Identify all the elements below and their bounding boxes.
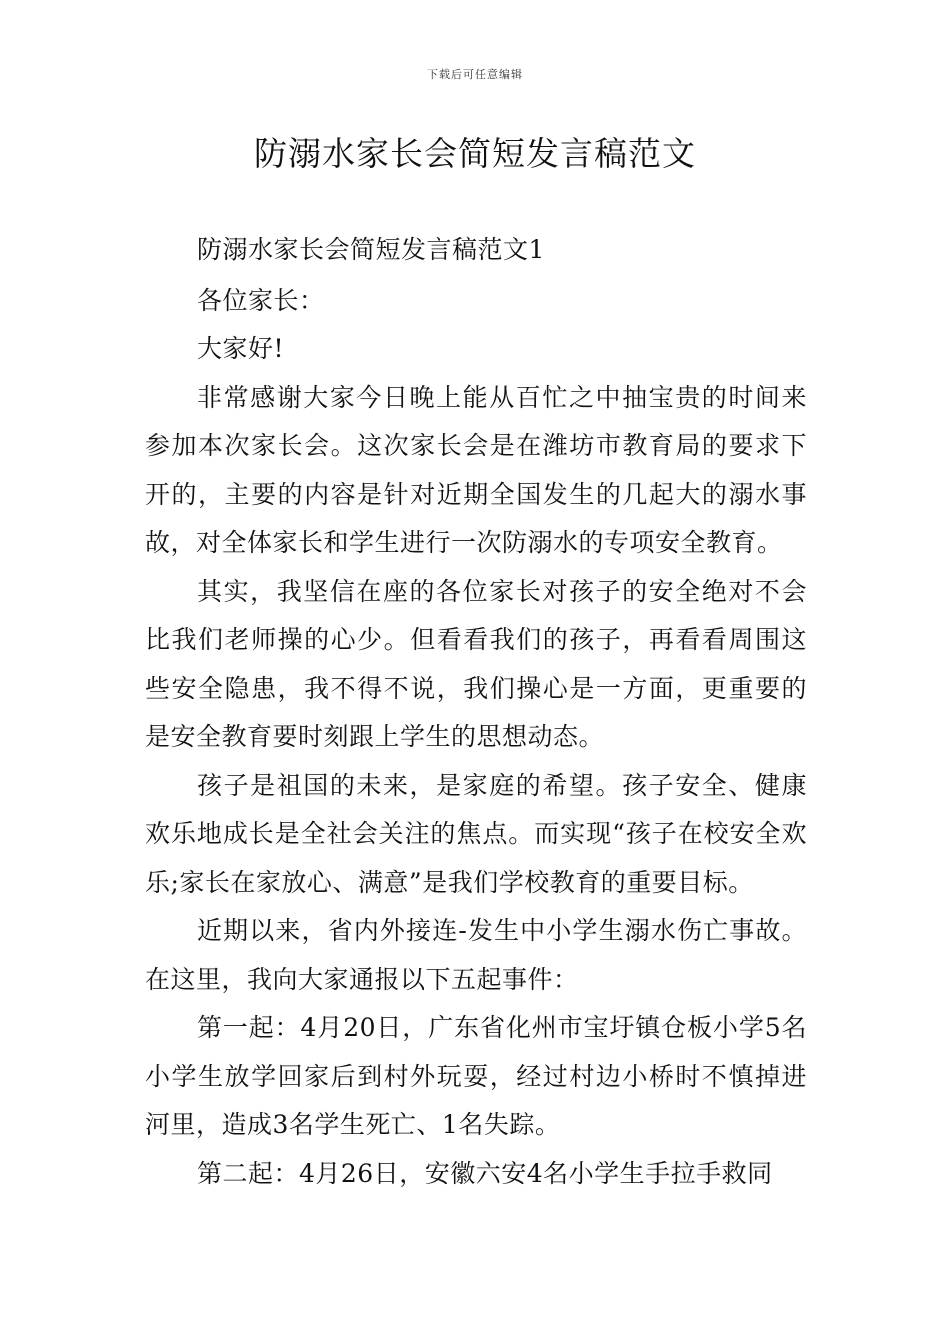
salutation: 各位家长： (197, 285, 325, 315)
header-note: 下载后可任意编辑 (427, 68, 523, 81)
paragraph-incident-2: 第二起：4月26日，安徽六安4名小学生手拉手救同 (197, 1158, 773, 1188)
greeting: 大家好! (197, 334, 285, 363)
paragraph-belief: 其实，我坚信在座的各位家长对孩子的安全绝对不会比我们老师操的心少。但看看我们的孩子，再看看周围这些安全隐患，我不得不说，我们操心是一方面，更重要的是安全教育要时刻跟上学生的思想动态。 (145, 576, 807, 751)
paragraph-future: 孩子是祖国的未来，是家庭的希望。孩子安全、健康欢乐地成长是全社会关注的焦点。而实现“孩子在校安全欢乐;家长在家放心、满意”是我们学校教育的重要目标。 (145, 770, 807, 897)
document-body (145, 226, 807, 1198)
section-subtitle: 防溺水家长会简短发言稿范文1 (197, 235, 545, 264)
document-title: 防溺水家长会简短发言稿范文 (254, 134, 696, 173)
paragraph-intro: 非常感谢大家今日晚上能从百忙之中抽宝贵的时间来参加本次家长会。这次家长会是在潍坊市教育局的要求下开的，主要的内容是针对近期全国发生的几起大的溺水事故，对全体家长和学生进行一次防溺水的专项安全教育。 (145, 382, 807, 557)
paragraph-recent-accidents: 近期以来，省内外接连-发生中小学生溺水伤亡事故。在这里，我向大家通报以下五起事件： (145, 916, 807, 994)
paragraph-incident-1: 第一起：4月20日，广东省化州市宝圩镇仓板小学5名小学生放学回家后到村外玩耍，经过村边小桥时不慎掉进河里，造成3名学生死亡、1名失踪。 (145, 1013, 807, 1139)
